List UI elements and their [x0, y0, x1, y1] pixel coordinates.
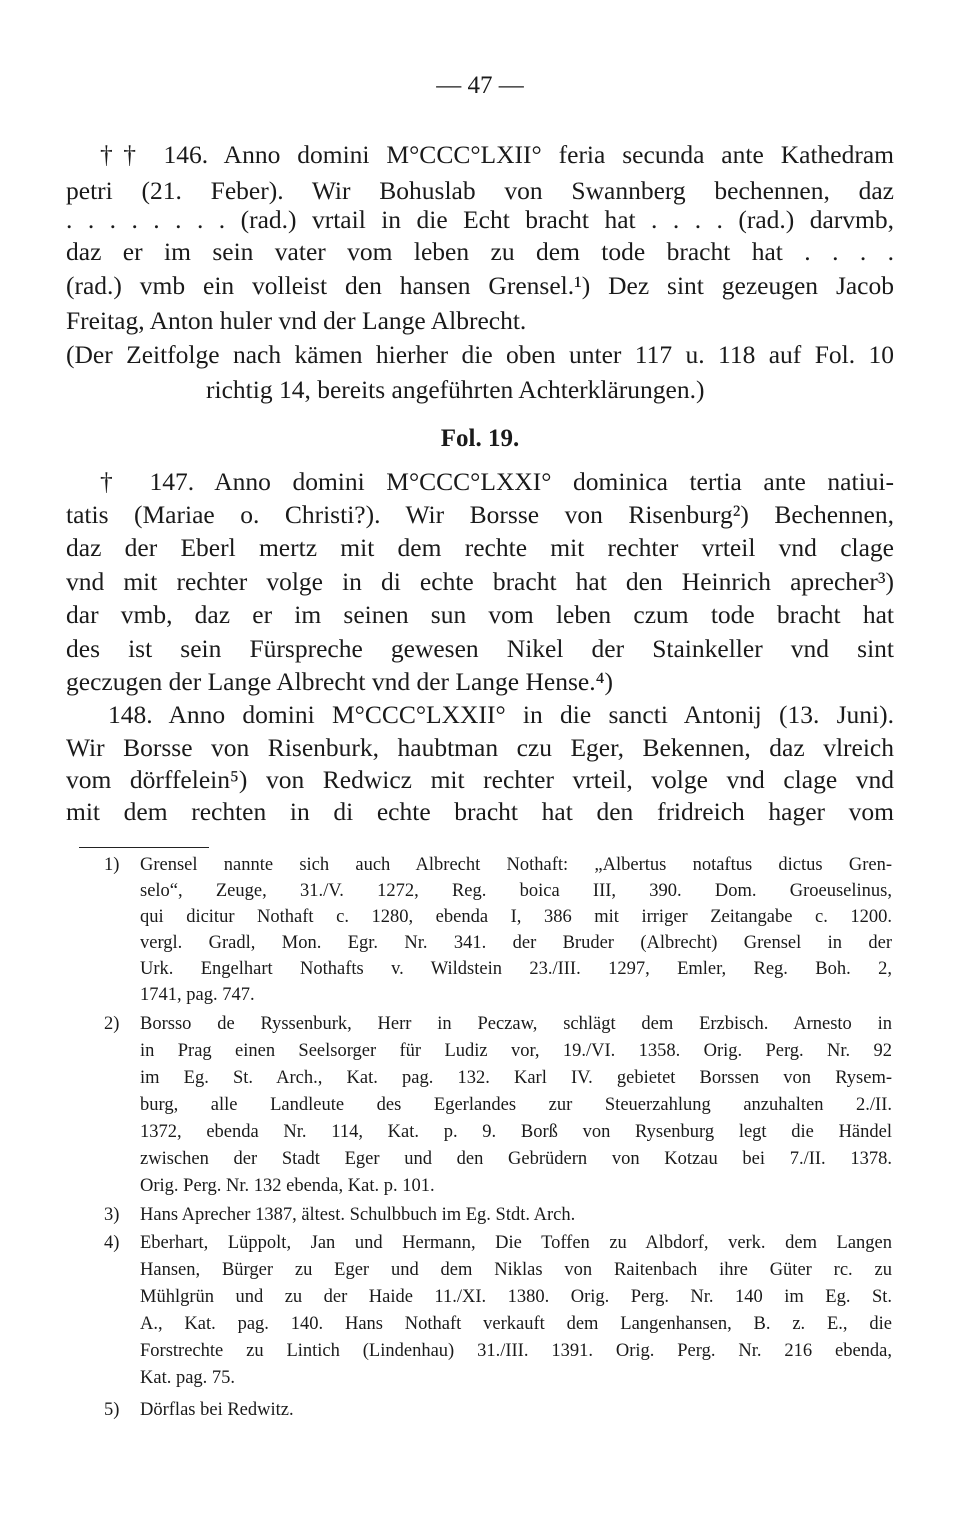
footnote-number: 4)	[104, 1233, 120, 1253]
footnote-number: 1)	[104, 855, 120, 875]
footnote-line: zwischen der Stadt Eger und den Gebrüdern von Kotzau bei 7./II. 1378.	[140, 1149, 892, 1169]
page-number: — 47 —	[436, 72, 524, 99]
entry-146-line: Freitag, Anton huler vnd der Lange Albrecht.	[66, 306, 527, 335]
editorial-note-line: richtig 14, bereits angeführten Achterklärungen.)	[206, 375, 705, 404]
entry-146-line: †† 146. Anno domini M°CCC°LXII° feria secunda ante Kathedram	[100, 140, 894, 169]
footnote-line: burg, alle Landleute des Egerlandes zur Steuerzahlung anzuhalten 2./II.	[140, 1095, 892, 1115]
entry-146-line: petri (21. Feber). Wir Bohuslab von Swannberg bechennen, daz	[66, 176, 894, 205]
editorial-note-line: (Der Zeitfolge nach kämen hierher die oben unter 117 u. 118 auf Fol. 10	[66, 340, 894, 369]
footnote-line: im Eg. St. Arch., Kat. pag. 132. Karl IV. gebietet Borssen von Rysem-	[140, 1068, 892, 1088]
entry-147-line: daz der Eberl mertz mit dem rechte mit rechter vrteil vnd clage	[66, 533, 894, 562]
footnote-line: Dörflas bei Redwitz.	[140, 1400, 294, 1420]
footnote-number: 3)	[104, 1205, 120, 1225]
entry-147-line: geczugen der Lange Albrecht vnd der Lange Hense.⁴)	[66, 667, 613, 696]
footnote-line: Urk. Engelhart Nothafts v. Wildstein 23./III. 1297, Emler, Reg. Boh. 2,	[140, 959, 892, 979]
footnote-line: Orig. Perg. Nr. 132 ebenda, Kat. p. 101.	[140, 1176, 435, 1196]
footnote-number: 2)	[104, 1014, 120, 1034]
entry-147-line: des ist sein Fürspreche gewesen Nikel der Stainkeller vnd sint	[66, 634, 894, 663]
entry-147-line: dar vmb, daz er im seinen sun vom leben czum tode bracht hat	[66, 600, 894, 629]
footnote-line: selo“, Zeuge, 31./V. 1272, Reg. boica III, 390. Dom. Groeuselinus,	[140, 881, 892, 901]
footnote-line: Forstrechte zu Lintich (Lindenhau) 31./III. 1391. Orig. Perg. Nr. 216 ebenda,	[140, 1341, 892, 1361]
footnote-line: Kat. pag. 75.	[140, 1368, 236, 1388]
entry-146-line: . . . . . . . . (rad.) vrtail in die Echt bracht hat . . . . (rad.) darvmb,	[66, 205, 894, 234]
entry-147-line: tatis (Mariae o. Christi?). Wir Borsse von Risenburg²) Bechennen,	[66, 500, 894, 529]
footnote-line: Hans Aprecher 1387, ältest. Schulbbuch im Eg. Stdt. Arch.	[140, 1205, 576, 1225]
footnote-number: 5)	[104, 1400, 120, 1420]
footnote-line: 1741, pag. 747.	[140, 985, 255, 1005]
footnote-line: Mühlgrün und zu der Haide 11./XI. 1380. Orig. Perg. Nr. 140 im Eg. St.	[140, 1287, 892, 1307]
footnote-line: qui dicitur Nothaft c. 1280, ebenda I, 386 mit irriger Zeitangabe c. 1200.	[140, 907, 892, 927]
footnote-line: Eberhart, Lüppolt, Jan und Hermann, Die Toffen zu Albdorf, verk. dem Langen	[140, 1233, 892, 1253]
footnote-line: Grensel nannte sich auch Albrecht Nothaft: „Albertus notaftus dictus Gren-	[140, 855, 892, 875]
entry-146-line: daz er im sein vater vom leben zu dem tode bracht hat . . . .	[66, 237, 894, 266]
footnote-line: Borsso de Ryssenburk, Herr in Peczaw, schlägt dem Erzbisch. Arnesto in	[140, 1014, 892, 1034]
entry-148-line: mit dem rechten in di echte bracht hat den fridreich hager vom	[66, 797, 894, 826]
footnote-line: Hansen, Bürger zu Eger und dem Niklas von Raitenbach ihre Güter rc. zu	[140, 1260, 892, 1280]
entry-148-line: 148. Anno domini M°CCC°LXXII° in die sancti Antonij (13. Juni).	[108, 700, 894, 729]
entry-148-line: vom dörffelein⁵) von Redwicz mit rechter vrteil, volge vnd clage vnd	[66, 765, 894, 794]
footnote-line: in Prag einen Seelsorger für Ludiz vor, 19./VI. 1358. Orig. Perg. Nr. 92	[140, 1041, 892, 1061]
footnote-rule	[79, 847, 209, 848]
footnote-line: 1372, ebenda Nr. 114, Kat. p. 9. Borß von Rysenburg legt die Händel	[140, 1122, 892, 1142]
entry-147-line: vnd mit rechter volge in di echte bracht hat den Heinrich aprecher³)	[66, 567, 894, 596]
entry-148-line: Wir Borsse von Risenburk, haubtman czu Eger, Bekennen, daz vlreich	[66, 733, 894, 762]
footnote-line: A., Kat. pag. 140. Hans Nothaft verkauft dem Langenhansen, B. z. E., die	[140, 1314, 892, 1334]
footnote-line: vergl. Gradl, Mon. Egr. Nr. 341. der Bruder (Albrecht) Grensel in der	[140, 933, 892, 953]
folio-heading: Fol. 19.	[440, 425, 520, 452]
entry-147-line: † 147. Anno domini M°CCC°LXXI° dominica tertia ante natiui-	[100, 467, 894, 496]
entry-146-line: (rad.) vmb ein volleist den hansen Grensel.¹) Dez sint gezeugen Jacob	[66, 271, 894, 300]
